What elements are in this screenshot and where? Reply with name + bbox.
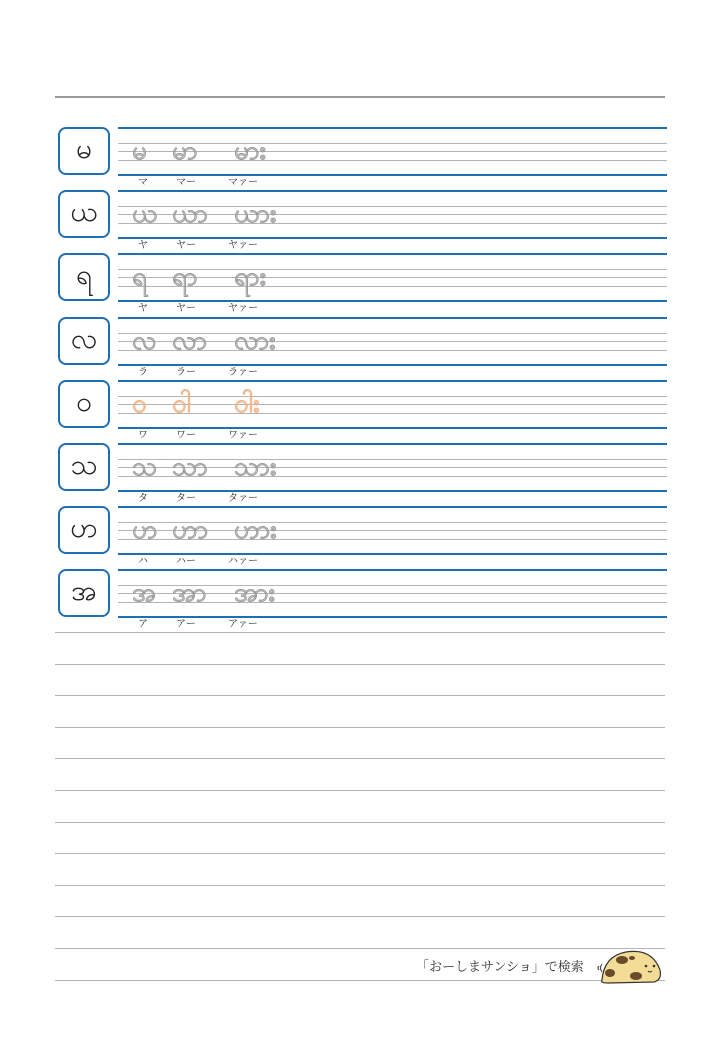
consonant-box: ဝ bbox=[58, 380, 110, 428]
trace-syllable: အာ bbox=[172, 578, 207, 608]
trace-syllable: ဝါး bbox=[234, 389, 260, 419]
reading-label: ハー bbox=[176, 556, 196, 567]
practice-row bbox=[0, 253, 720, 316]
trace-syllable: အား bbox=[234, 578, 276, 608]
reading-label: ラァー bbox=[228, 367, 258, 378]
trace-syllable: မား bbox=[234, 136, 267, 166]
reading-label: ワー bbox=[176, 430, 196, 441]
reading-label: ヤ bbox=[138, 240, 148, 251]
reading-label: ハ bbox=[138, 556, 148, 567]
guide-line-blue bbox=[118, 237, 667, 239]
guide-line-blue bbox=[118, 174, 667, 176]
trace-syllable: ဝါ bbox=[172, 389, 192, 419]
reading-label: アァー bbox=[228, 619, 258, 630]
reading-label: ア bbox=[138, 619, 148, 630]
guide-line-blue bbox=[118, 190, 667, 192]
guide-line-blue bbox=[118, 443, 667, 445]
trace-syllable: ယ bbox=[132, 199, 158, 229]
search-hint: 「おーしまサンショ」で検索 bbox=[416, 960, 584, 975]
reading-label: アー bbox=[176, 619, 196, 630]
reading-label: ハァー bbox=[228, 556, 258, 567]
ruled-line bbox=[55, 632, 665, 633]
trace-syllable: ယား bbox=[234, 199, 277, 229]
ruled-line bbox=[55, 727, 665, 728]
reading-label: ヤァー bbox=[228, 303, 258, 314]
trace-syllable: သား bbox=[234, 452, 277, 482]
trace-syllable: ဟာ bbox=[172, 515, 209, 545]
trace-syllable: ဝ bbox=[132, 389, 147, 419]
reading-label: ワァー bbox=[228, 430, 258, 441]
guide-line-blue bbox=[118, 127, 667, 129]
guide-line-blue bbox=[118, 569, 667, 571]
reading-label: マ bbox=[138, 177, 148, 188]
consonant-box: ဟ bbox=[58, 506, 110, 554]
ruled-line bbox=[55, 885, 665, 886]
trace-syllable: လား bbox=[234, 326, 276, 356]
trace-syllable: ရား bbox=[234, 262, 267, 292]
trace-syllable: လာ bbox=[172, 326, 208, 356]
reading-label: ヤー bbox=[176, 303, 196, 314]
guide-line-blue bbox=[118, 364, 667, 366]
ruled-line bbox=[55, 758, 665, 759]
trace-syllable: ရ bbox=[132, 262, 147, 292]
guide-line-gray bbox=[118, 396, 667, 397]
guide-line-gray bbox=[118, 143, 667, 144]
trace-syllable: အ bbox=[132, 578, 156, 608]
reading-label: タ bbox=[138, 493, 148, 504]
practice-row bbox=[0, 190, 720, 253]
reading-label: ヤァー bbox=[228, 240, 258, 251]
top-rule bbox=[55, 96, 665, 98]
reading-label: ワ bbox=[138, 430, 148, 441]
guide-line-blue bbox=[118, 253, 667, 255]
ruled-line bbox=[55, 948, 665, 949]
guide-line-gray bbox=[118, 286, 667, 287]
trace-syllable: မ bbox=[132, 136, 147, 166]
practice-row bbox=[0, 443, 720, 506]
guide-line-blue bbox=[118, 380, 667, 382]
reading-label: ヤ bbox=[138, 303, 148, 314]
practice-row bbox=[0, 506, 720, 569]
trace-syllable: ဟား bbox=[234, 515, 277, 545]
ruled-line bbox=[55, 664, 665, 665]
consonant-box: မ bbox=[58, 127, 110, 175]
reading-label: マー bbox=[176, 177, 196, 188]
ruled-line bbox=[55, 695, 665, 696]
ruled-line bbox=[55, 790, 665, 791]
reading-label: ター bbox=[176, 493, 196, 504]
practice-row bbox=[0, 380, 720, 443]
guide-line-blue bbox=[118, 616, 667, 618]
reading-label: ラー bbox=[176, 367, 196, 378]
trace-syllable: လ bbox=[132, 326, 157, 356]
guide-line-blue bbox=[118, 506, 667, 508]
guide-line-gray bbox=[118, 277, 667, 278]
guide-line-gray bbox=[118, 151, 667, 152]
reading-label: ヤー bbox=[176, 240, 196, 251]
guide-line-gray bbox=[118, 160, 667, 161]
consonant-box: ရ bbox=[58, 253, 110, 301]
trace-syllable: ရာ bbox=[172, 262, 198, 292]
guide-line-gray bbox=[118, 269, 667, 270]
consonant-box: အ bbox=[58, 569, 110, 617]
guide-line-blue bbox=[118, 300, 667, 302]
guide-line-blue bbox=[118, 427, 667, 429]
consonant-box: သ bbox=[58, 443, 110, 491]
ruled-line bbox=[55, 822, 665, 823]
trace-syllable: သ bbox=[132, 452, 158, 482]
guide-line-blue bbox=[118, 553, 667, 555]
trace-syllable: ဟ bbox=[132, 515, 158, 545]
consonant-box: လ bbox=[58, 317, 110, 365]
trace-syllable: ယာ bbox=[172, 199, 208, 229]
reading-label: マァー bbox=[228, 177, 258, 188]
practice-row bbox=[0, 317, 720, 380]
guide-line-blue bbox=[118, 490, 667, 492]
guide-line-blue bbox=[118, 317, 667, 319]
guide-line-gray bbox=[118, 404, 667, 405]
consonant-box: ယ bbox=[58, 190, 110, 238]
practice-row bbox=[0, 127, 720, 190]
guide-line-gray bbox=[118, 413, 667, 414]
practice-row bbox=[0, 569, 720, 632]
ruled-line bbox=[55, 980, 665, 981]
reading-label: タァー bbox=[228, 493, 258, 504]
ruled-line bbox=[55, 853, 665, 854]
ruled-line bbox=[55, 916, 665, 917]
reading-label: ラ bbox=[138, 367, 148, 378]
trace-syllable: သာ bbox=[172, 452, 208, 482]
trace-syllable: မာ bbox=[172, 136, 198, 166]
cow-mascot-icon bbox=[596, 946, 666, 986]
